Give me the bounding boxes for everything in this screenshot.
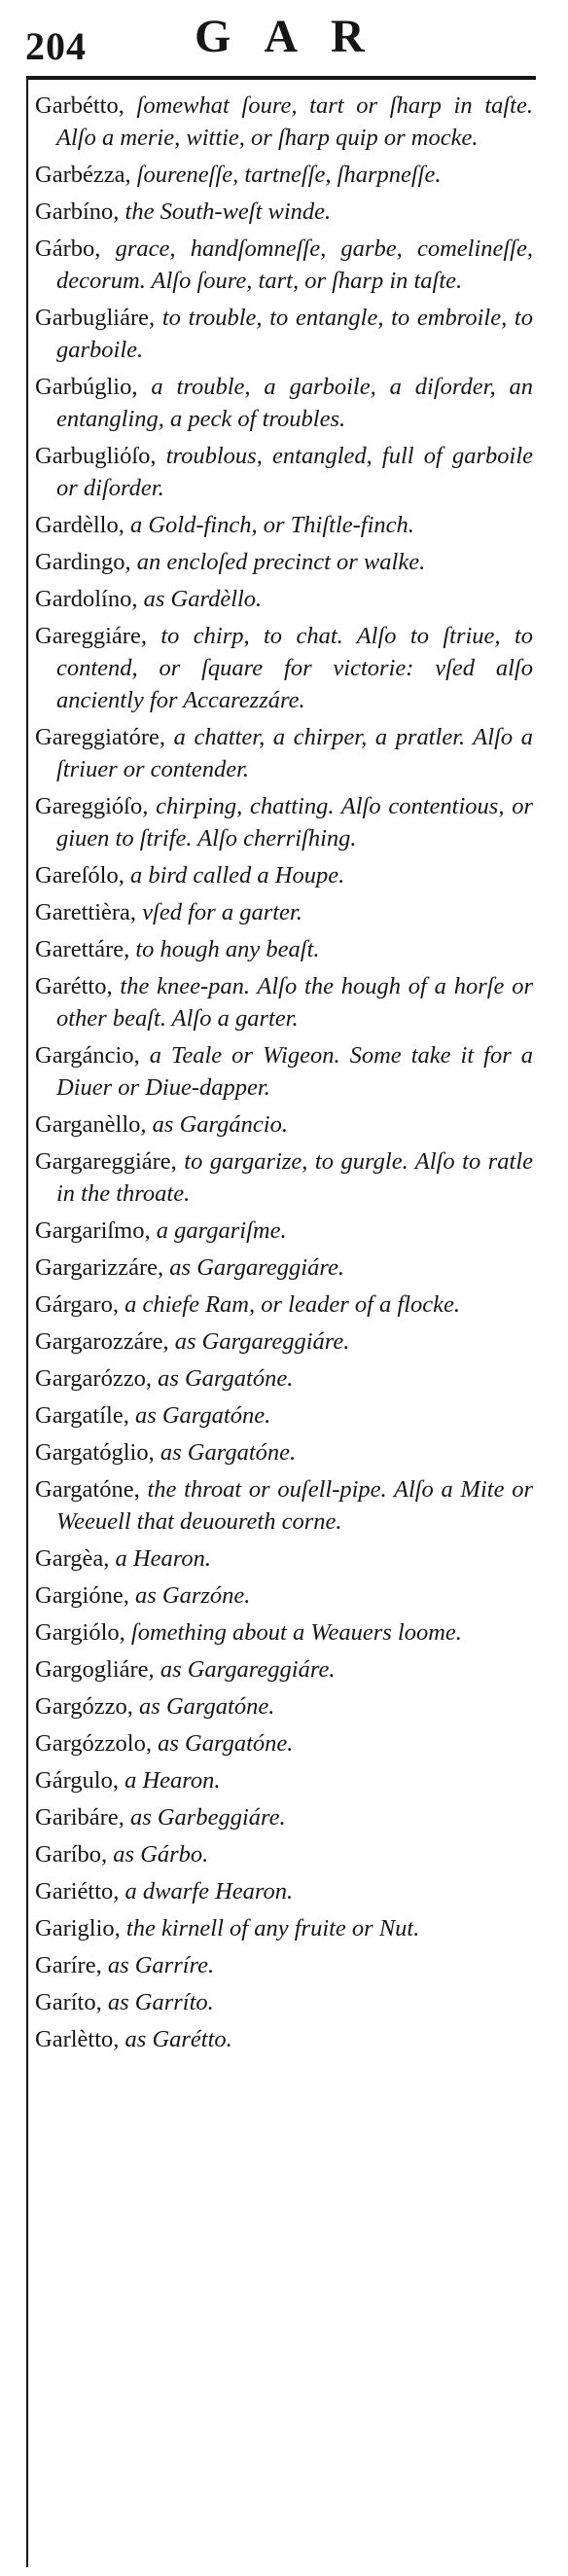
entry-definition: as Gargareggiáre. bbox=[154, 1656, 336, 1683]
dictionary-entry bbox=[35, 196, 533, 228]
dictionary-entry bbox=[35, 1690, 533, 1723]
entry-headword: Gariglio, bbox=[35, 1915, 121, 1941]
entry-headword: Gargáncio, bbox=[35, 1042, 140, 1069]
page-header bbox=[0, 0, 568, 78]
dictionary-entry bbox=[35, 790, 533, 854]
page-number: 204 bbox=[25, 24, 87, 68]
entry-definition: ſomewhat ſoure, tart or ſharp in taſte. Alſo a merie, wittie, or ſharp quip or mocke. bbox=[56, 92, 533, 151]
entry-definition: as Gargatóne. bbox=[128, 1402, 271, 1429]
entry-headword: Gargogliáre, bbox=[35, 1656, 155, 1683]
entry-definition: as Garríre. bbox=[101, 1952, 215, 1978]
entry-headword: Gareggiáre, bbox=[35, 623, 147, 649]
entry-definition: the South-weſt winde. bbox=[119, 199, 332, 225]
entry-definition: a dwarfe Hearon. bbox=[119, 1878, 294, 1905]
dictionary-entry bbox=[35, 970, 533, 1034]
entry-headword: Garlètto, bbox=[35, 2026, 120, 2052]
entry-headword: Gárgaro, bbox=[35, 1291, 119, 1318]
dictionary-entry bbox=[35, 2023, 533, 2055]
entry-headword: Garettièra, bbox=[35, 899, 137, 925]
entry-definition: as Gargatóne. bbox=[154, 1439, 297, 1466]
entry-definition: as Gárbo. bbox=[107, 1841, 209, 1868]
entry-headword: Gareggiatóre, bbox=[35, 724, 165, 750]
entry-headword: Garettáre, bbox=[35, 936, 130, 962]
entry-definition: as Garzóne. bbox=[128, 1582, 251, 1609]
dictionary-entry bbox=[35, 1039, 533, 1104]
dictionary-entry bbox=[35, 1912, 533, 1944]
entry-definition: to trouble, to entangle, to embroile, to garboile. bbox=[56, 305, 533, 363]
entry-definition: an encloſed precinct or walke. bbox=[130, 549, 426, 575]
entry-definition: ſoureneſſe, tartneſſe, ſharpneſſe. bbox=[130, 162, 442, 188]
entry-headword: Gárgulo, bbox=[35, 1767, 119, 1794]
entry-headword: Gargariſmo, bbox=[35, 1217, 151, 1244]
entry-definition: a Teale or Wigeon. Some take it for a Diuer or Diue-dapper. bbox=[56, 1042, 533, 1101]
entry-headword: Garíto, bbox=[35, 1989, 102, 2015]
dictionary-entry bbox=[35, 1288, 533, 1321]
dictionary-entry bbox=[35, 1949, 533, 1981]
entry-headword: Gargatíle, bbox=[35, 1402, 129, 1429]
entry-definition: as Gardèllo. bbox=[137, 586, 263, 612]
entry-definition: a chatter, a chirper, a pratler. Alſo a ſtriuer or contender. bbox=[56, 724, 533, 782]
dictionary-entry bbox=[35, 1764, 533, 1796]
entry-headword: Gargózzo, bbox=[35, 1693, 133, 1720]
dictionary-entry bbox=[35, 933, 533, 965]
entry-headword: Gargiólo, bbox=[35, 1619, 125, 1646]
entry-headword: Gargarózzo, bbox=[35, 1365, 152, 1392]
dictionary-entry bbox=[35, 1616, 533, 1649]
entry-headword: Garbugliáre, bbox=[35, 305, 156, 331]
entry-definition: a bird called a Houpe. bbox=[124, 862, 345, 889]
entry-headword: Gargatóne, bbox=[35, 1476, 140, 1503]
dictionary-entry bbox=[35, 583, 533, 615]
entry-definition: as Gargareggiáre. bbox=[168, 1328, 350, 1355]
dictionary-entry bbox=[35, 1875, 533, 1907]
column-rule bbox=[26, 76, 28, 2567]
entry-definition: ſomething about a Weauers loome. bbox=[124, 1619, 462, 1646]
entry-headword: Garbúglio, bbox=[35, 374, 138, 400]
dictionary-entry bbox=[35, 1986, 533, 2018]
dictionary-entry bbox=[35, 620, 533, 716]
entry-headword: Gargèa, bbox=[35, 1545, 110, 1572]
entry-definition: a Hearon. bbox=[118, 1767, 221, 1794]
entry-definition: as Garríto. bbox=[101, 1989, 214, 2015]
dictionary-entry bbox=[35, 1108, 533, 1141]
entry-headword: Garbíno, bbox=[35, 199, 120, 225]
dictionary-entry bbox=[35, 721, 533, 785]
entry-headword: Gareſólo, bbox=[35, 862, 124, 889]
entry-headword: Gargatóglio, bbox=[35, 1439, 155, 1466]
dictionary-entry bbox=[35, 371, 533, 435]
dictionary-entry bbox=[35, 90, 533, 154]
entry-definition: chirping, chatting. Alſo contentious, or giuen to ſtrife. Alſo cherriſhing. bbox=[56, 793, 533, 852]
dictionary-entry bbox=[35, 1399, 533, 1432]
entry-definition: as Gargareggiáre. bbox=[163, 1254, 344, 1281]
dictionary-entry bbox=[35, 440, 533, 504]
entry-definition: to gargarize, to gurgle. Alſo to ratle in the throate. bbox=[56, 1148, 533, 1207]
entry-definition: as Gargatóne. bbox=[151, 1365, 294, 1392]
header-rule bbox=[26, 76, 536, 80]
dictionary-entry bbox=[35, 1362, 533, 1395]
entry-list bbox=[35, 90, 533, 2060]
entry-definition: the knee-pan. Alſo the hough of a horſe or other beaſt. Alſo a garter. bbox=[56, 973, 533, 1032]
entry-headword: Gargarozzáre, bbox=[35, 1328, 169, 1355]
entry-headword: Garíbo, bbox=[35, 1841, 108, 1868]
entry-headword: Gariétto, bbox=[35, 1878, 120, 1905]
dictionary-entry bbox=[35, 1653, 533, 1686]
entry-headword: Gárbo, bbox=[35, 236, 101, 262]
dictionary-entry bbox=[35, 859, 533, 891]
dictionary-entry bbox=[35, 233, 533, 297]
entry-definition: as Gargatóne. bbox=[151, 1730, 294, 1757]
entry-headword: Garganèllo, bbox=[35, 1111, 147, 1138]
dictionary-entry bbox=[35, 1252, 533, 1284]
entry-definition: a Gold-finch, or Thiſtle-finch. bbox=[124, 512, 414, 538]
entry-definition: a gargariſme. bbox=[150, 1217, 287, 1244]
dictionary-entry bbox=[35, 1838, 533, 1870]
dictionary-entry bbox=[35, 1579, 533, 1612]
dictionary-entry bbox=[35, 1325, 533, 1358]
entry-definition: the throat or ouſell-pipe. Alſo a Mite or Weeuell that deuoureth corne. bbox=[56, 1476, 533, 1535]
entry-headword: Gargózzolo, bbox=[35, 1730, 152, 1757]
entry-headword: Gardolíno, bbox=[35, 586, 138, 612]
entry-definition: a Hearon. bbox=[109, 1545, 211, 1572]
dictionary-entry bbox=[35, 1542, 533, 1575]
entry-definition: a trouble, a garboile, a diſorder, an entangling, a peck of troubles. bbox=[56, 374, 533, 432]
dictionary-entry bbox=[35, 1215, 533, 1247]
dictionary-entry bbox=[35, 896, 533, 928]
entry-definition: as Gargáncio. bbox=[146, 1111, 288, 1138]
entry-headword: Gardèllo, bbox=[35, 512, 124, 538]
dictionary-entry bbox=[35, 509, 533, 541]
entry-headword: Gargareggiáre, bbox=[35, 1148, 177, 1175]
dictionary-entry bbox=[35, 159, 533, 191]
entry-headword: Garbézza, bbox=[35, 162, 131, 188]
dictionary-entry bbox=[35, 1727, 533, 1760]
entry-definition: as Garétto. bbox=[119, 2026, 232, 2052]
entry-definition: troublous, entangled, full of garboile or diſorder. bbox=[56, 443, 533, 501]
entry-headword: Garbétto, bbox=[35, 92, 124, 119]
running-head: GAR bbox=[195, 11, 398, 62]
dictionary-entry bbox=[35, 1436, 533, 1469]
entry-headword: Garibáre, bbox=[35, 1804, 124, 1831]
entry-definition: the kirnell of any fruite or Nut. bbox=[120, 1915, 420, 1941]
entry-headword: Gargióne, bbox=[35, 1582, 129, 1609]
entry-definition: vſed for a garter. bbox=[136, 899, 302, 925]
entry-headword: Gardingo, bbox=[35, 549, 131, 575]
entry-definition: to hough any beaſt. bbox=[129, 936, 320, 962]
entry-headword: Garétto, bbox=[35, 973, 113, 999]
entry-definition: as Gargatóne. bbox=[132, 1693, 275, 1720]
dictionary-entry bbox=[35, 1801, 533, 1833]
entry-headword: Gargarizzáre, bbox=[35, 1254, 164, 1281]
entry-definition: to chirp, to chat. Alſo to ſtriue, to contend, or ſquare for victorie: vſed alſo anciently for Accarezzáre. bbox=[56, 623, 533, 713]
entry-headword: Garbugliόſo, bbox=[35, 443, 157, 469]
dictionary-entry bbox=[35, 302, 533, 366]
dictionary-entry bbox=[35, 1145, 533, 1210]
entry-definition: a chiefe Ram, or leader of a flocke. bbox=[118, 1291, 461, 1318]
entry-headword: Garíre, bbox=[35, 1952, 102, 1978]
dictionary-entry bbox=[35, 1473, 533, 1538]
dictionary-entry bbox=[35, 546, 533, 578]
entry-definition: as Garbeggiáre. bbox=[124, 1804, 286, 1831]
entry-definition: grace, handſomneſſe, garbe, comelineſſe, decorum. Alſo ſoure, tart, or ſharp in taſte. bbox=[56, 236, 533, 294]
entry-headword: Gareggióſo, bbox=[35, 793, 149, 819]
